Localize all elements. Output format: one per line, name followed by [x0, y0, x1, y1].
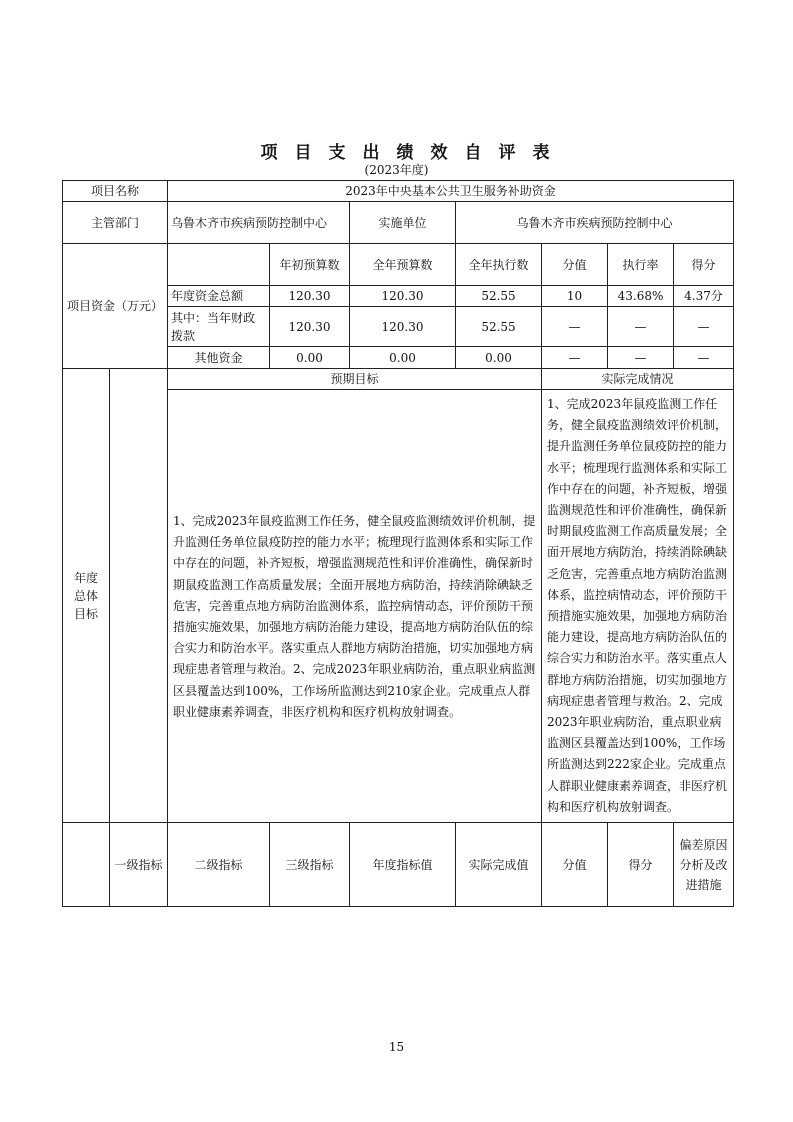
- funds-cell: 0.00: [270, 347, 350, 369]
- funds-header: 得分: [674, 244, 734, 286]
- funds-header: 分值: [542, 244, 608, 286]
- actual-result-text: 1、完成2023年鼠疫监测工作任务，健全鼠疫监测绩效评价机制，提升监测任务单位鼠疫防控的能力水平；梳理现行监测体系和实际工作中存在的问题，补齐短板，增强监测规范性和评价准确性，确保新时期鼠疫监测工作高质量发展；全面开展地方病防治，持续消除碘缺乏危害，完善重点地方病防治监测体系，监控病情动态，评价预防干预措施实施效果，加强地方病防治能力建设，提高地方病防治队伍的综合实力和防治水平。落实重点人群地方病防治措施，切实加强地方病现症患者管理与救治。2、完成2023年职业病防治，重点职业病监测区县覆盖达到100%，工作场所监测达到222家企业。完成重点人群职业健康素养调查，非医疗机构和医疗机构放射调查。: [542, 390, 734, 823]
- page-subtitle: (2023年度): [364, 163, 429, 177]
- indicator-header: 偏差原因分析及改进措施: [674, 823, 734, 907]
- indicator-header: 年度指标值: [350, 823, 456, 907]
- funds-row-label: 其他资金: [168, 347, 270, 369]
- actual-result-header: 实际完成情况: [542, 369, 734, 390]
- funds-cell: —: [674, 307, 734, 347]
- performance-table: [62, 180, 734, 907]
- funds-cell: 10: [542, 286, 608, 307]
- page-number: 15: [388, 1040, 405, 1054]
- indicator-header: 实际完成值: [456, 823, 542, 907]
- page-title: 项目支出绩效自评表: [260, 143, 567, 163]
- goals-label: 年度总体目标: [63, 369, 110, 823]
- indicator-header: 三级指标: [270, 823, 350, 907]
- funds-label: 项目资金（万元）: [63, 244, 168, 369]
- expected-goal-header: 预期目标: [168, 369, 542, 390]
- funds-cell: —: [542, 307, 608, 347]
- funds-row-label: 其中：当年财政拨款: [168, 307, 270, 347]
- funds-cell: 0.00: [456, 347, 542, 369]
- goals-spacer: [110, 369, 168, 390]
- project-name-value: 2023年中央基本公共卫生服务补助资金: [168, 181, 734, 202]
- indicator-header: 一级指标: [110, 823, 168, 907]
- funds-header: 执行率: [608, 244, 674, 286]
- funds-header-blank: [168, 244, 270, 286]
- funds-cell: —: [608, 307, 674, 347]
- project-name-label: 项目名称: [63, 181, 168, 202]
- funds-header: 全年预算数: [350, 244, 456, 286]
- impl-unit-value: 乌鲁木齐市疾病预防控制中心: [456, 202, 734, 244]
- funds-cell: 4.37分: [674, 286, 734, 307]
- funds-cell: 52.55: [456, 307, 542, 347]
- funds-cell: 0.00: [350, 347, 456, 369]
- goals-spacer: [110, 390, 168, 823]
- funds-cell: —: [608, 347, 674, 369]
- funds-cell: 120.30: [270, 307, 350, 347]
- funds-row-label: 年度资金总额: [168, 286, 270, 307]
- funds-header: 全年执行数: [456, 244, 542, 286]
- funds-cell: —: [542, 347, 608, 369]
- impl-unit-label: 实施单位: [350, 202, 456, 244]
- indicator-header: 得分: [608, 823, 674, 907]
- funds-cell: 43.68%: [608, 286, 674, 307]
- indicator-header: 二级指标: [168, 823, 270, 907]
- funds-cell: 52.55: [456, 286, 542, 307]
- funds-cell: —: [674, 347, 734, 369]
- funds-cell: 120.30: [350, 307, 456, 347]
- supervisor-label: 主管部门: [63, 202, 168, 244]
- funds-header: 年初预算数: [270, 244, 350, 286]
- funds-cell: 120.30: [350, 286, 456, 307]
- expected-goal-text: 1、完成2023年鼠疫监测工作任务，健全鼠疫监测绩效评价机制，提升监测任务单位鼠疫防控的能力水平；梳理现行监测体系和实际工作中存在的问题，补齐短板，增强监测规范性和评价准确性，确保新时期鼠疫监测工作高质量发展；全面开展地方病防治，持续消除碘缺乏危害，完善重点地方病防治监测体系，监控病情动态，评价预防干预措施实施效果，加强地方病防治能力建设，提高地方病防治队伍的综合实力和防治水平。落实重点人群地方病防治措施，切实加强地方病现症患者管理与救治。2、完成2023年职业病防治，重点职业病监测区县覆盖达到100%，工作场所监测达到210家企业。完成重点人群职业健康素养调查，非医疗机构和医疗机构放射调查。: [168, 390, 542, 823]
- funds-cell: 120.30: [270, 286, 350, 307]
- indicator-spacer: [63, 823, 110, 907]
- supervisor-value: 乌鲁木齐市疾病预防控制中心: [168, 202, 350, 244]
- indicator-header: 分值: [542, 823, 608, 907]
